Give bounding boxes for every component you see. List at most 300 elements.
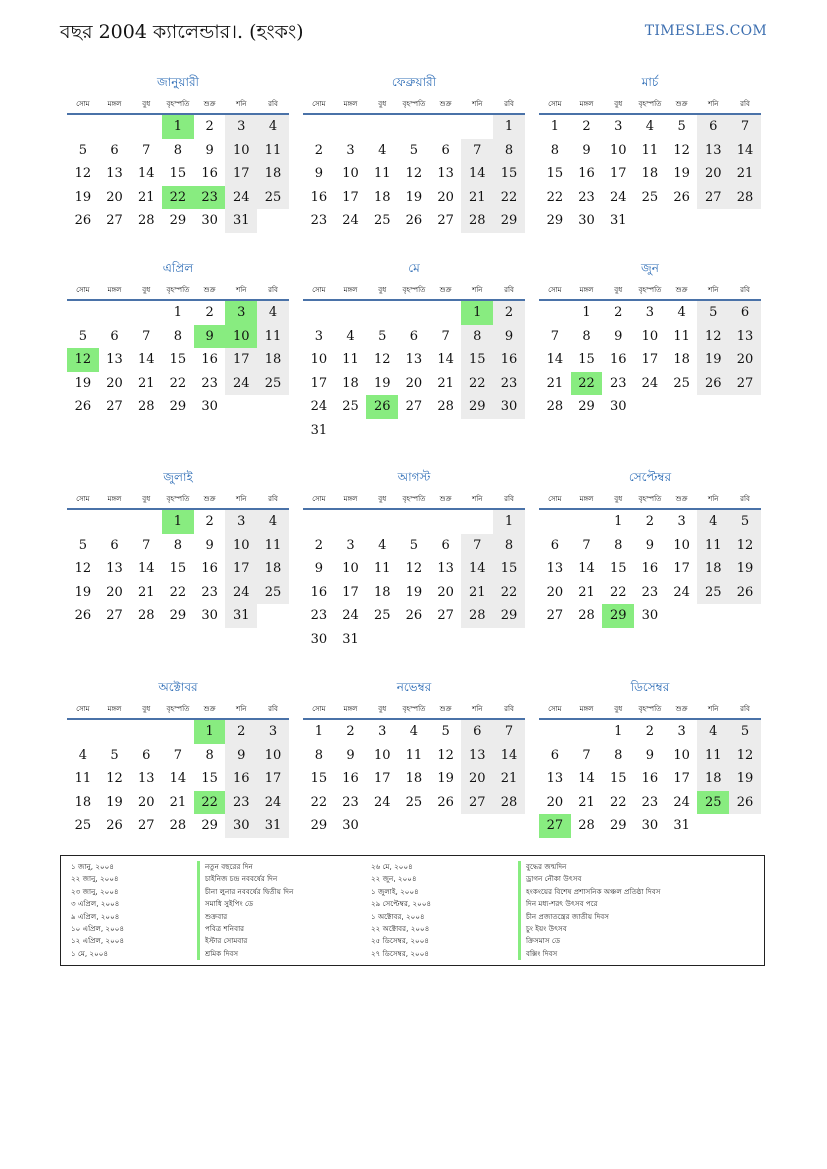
day-cell[interactable]: 1 xyxy=(314,724,323,740)
day-cell[interactable]: 19 xyxy=(74,189,92,205)
holiday-day-cell[interactable]: 10 xyxy=(225,325,257,349)
day-cell[interactable]: 10 xyxy=(609,142,627,158)
day-cell[interactable]: 1 xyxy=(493,510,525,534)
holiday-day-cell[interactable]: 3 xyxy=(225,301,257,325)
day-cell[interactable]: 10 xyxy=(257,744,289,768)
day-cell[interactable]: 29 xyxy=(169,213,187,229)
day-cell[interactable]: 20 xyxy=(437,584,454,600)
day-cell[interactable]: 5 xyxy=(78,142,87,158)
day-cell[interactable]: 29 xyxy=(546,213,564,229)
day-cell[interactable]: 13 xyxy=(405,352,423,368)
day-cell[interactable]: 14 xyxy=(461,557,493,581)
day-cell[interactable]: 7 xyxy=(173,747,183,763)
day-cell[interactable]: 26 xyxy=(437,794,454,810)
holiday-day-cell[interactable]: 22 xyxy=(194,791,226,815)
day-cell[interactable]: 6 xyxy=(441,537,450,553)
day-cell[interactable]: 16 xyxy=(578,166,595,182)
day-cell[interactable]: 28 xyxy=(137,608,155,624)
holiday-day-cell[interactable]: 29 xyxy=(602,604,634,628)
day-cell[interactable]: 8 xyxy=(173,328,183,344)
day-cell[interactable]: 10 xyxy=(310,352,328,368)
day-cell[interactable]: 23 xyxy=(641,584,659,600)
holiday-day-cell[interactable]: 27 xyxy=(539,814,571,838)
day-cell[interactable]: 23 xyxy=(493,372,525,396)
day-cell[interactable]: 26 xyxy=(673,189,690,205)
day-cell[interactable]: 21 xyxy=(461,581,493,605)
day-cell[interactable]: 6 xyxy=(697,115,729,139)
day-cell[interactable]: 2 xyxy=(225,720,257,744)
day-cell[interactable]: 9 xyxy=(645,537,655,553)
day-cell[interactable]: 31 xyxy=(310,422,328,438)
day-cell[interactable]: 28 xyxy=(729,186,761,210)
day-cell[interactable]: 14 xyxy=(461,162,493,186)
day-cell[interactable]: 3 xyxy=(225,510,257,534)
day-cell[interactable]: 23 xyxy=(201,584,218,600)
day-cell[interactable]: 8 xyxy=(493,534,525,558)
day-cell[interactable]: 6 xyxy=(110,537,119,553)
day-cell[interactable]: 24 xyxy=(257,791,289,815)
day-cell[interactable]: 7 xyxy=(441,328,450,344)
day-cell[interactable]: 31 xyxy=(673,818,690,834)
day-cell[interactable]: 20 xyxy=(106,375,123,391)
day-cell[interactable]: 17 xyxy=(225,557,257,581)
day-cell[interactable]: 26 xyxy=(74,399,92,415)
day-cell[interactable]: 22 xyxy=(169,375,187,391)
day-cell[interactable]: 2 xyxy=(205,119,214,135)
day-cell[interactable]: 28 xyxy=(137,399,155,415)
day-cell[interactable]: 25 xyxy=(257,581,289,605)
day-cell[interactable]: 16 xyxy=(609,352,627,368)
day-cell[interactable]: 8 xyxy=(205,747,214,763)
holiday-day-cell[interactable]: 12 xyxy=(67,348,99,372)
day-cell[interactable]: 12 xyxy=(729,534,761,558)
day-cell[interactable]: 19 xyxy=(437,771,454,787)
day-cell[interactable]: 21 xyxy=(729,162,761,186)
day-cell[interactable]: 22 xyxy=(461,372,493,396)
day-cell[interactable]: 19 xyxy=(74,584,92,600)
day-cell[interactable]: 3 xyxy=(314,328,323,344)
day-cell[interactable]: 18 xyxy=(373,584,391,600)
day-cell[interactable]: 22 xyxy=(169,584,187,600)
day-cell[interactable]: 8 xyxy=(582,328,591,344)
day-cell[interactable]: 18 xyxy=(405,771,423,787)
day-cell[interactable]: 11 xyxy=(673,328,690,344)
day-cell[interactable]: 6 xyxy=(550,537,559,553)
day-cell[interactable]: 1 xyxy=(614,514,623,530)
day-cell[interactable]: 24 xyxy=(310,399,328,415)
day-cell[interactable]: 9 xyxy=(582,142,591,158)
day-cell[interactable]: 30 xyxy=(641,818,659,834)
day-cell[interactable]: 10 xyxy=(373,747,391,763)
day-cell[interactable]: 21 xyxy=(137,375,155,391)
day-cell[interactable]: 28 xyxy=(437,399,454,415)
day-cell[interactable]: 3 xyxy=(614,119,623,135)
holiday-day-cell[interactable]: 26 xyxy=(366,395,398,419)
day-cell[interactable]: 30 xyxy=(578,213,595,229)
day-cell[interactable]: 12 xyxy=(74,166,92,182)
day-cell[interactable]: 1 xyxy=(173,305,183,321)
day-cell[interactable]: 12 xyxy=(437,747,454,763)
day-cell[interactable]: 27 xyxy=(437,608,454,624)
day-cell[interactable]: 24 xyxy=(342,213,359,229)
day-cell[interactable]: 24 xyxy=(225,186,257,210)
day-cell[interactable]: 24 xyxy=(609,189,627,205)
day-cell[interactable]: 15 xyxy=(201,771,218,787)
day-cell[interactable]: 7 xyxy=(550,328,559,344)
day-cell[interactable]: 25 xyxy=(342,399,359,415)
day-cell[interactable]: 29 xyxy=(578,399,595,415)
day-cell[interactable]: 14 xyxy=(729,139,761,163)
day-cell[interactable]: 17 xyxy=(342,584,359,600)
day-cell[interactable]: 8 xyxy=(173,537,183,553)
day-cell[interactable]: 28 xyxy=(461,209,493,233)
day-cell[interactable]: 18 xyxy=(257,162,289,186)
day-cell[interactable]: 19 xyxy=(697,348,729,372)
day-cell[interactable]: 3 xyxy=(257,720,289,744)
day-cell[interactable]: 8 xyxy=(614,747,623,763)
day-cell[interactable]: 19 xyxy=(405,584,423,600)
day-cell[interactable]: 16 xyxy=(201,561,218,577)
day-cell[interactable]: 18 xyxy=(257,348,289,372)
day-cell[interactable]: 12 xyxy=(405,166,423,182)
day-cell[interactable]: 5 xyxy=(78,328,87,344)
day-cell[interactable]: 13 xyxy=(137,771,155,787)
day-cell[interactable]: 27 xyxy=(729,372,761,396)
day-cell[interactable]: 9 xyxy=(314,561,323,577)
day-cell[interactable]: 20 xyxy=(729,348,761,372)
day-cell[interactable]: 21 xyxy=(437,375,454,391)
day-cell[interactable]: 14 xyxy=(137,352,155,368)
day-cell[interactable]: 24 xyxy=(673,584,690,600)
holiday-day-cell[interactable]: 25 xyxy=(697,791,729,815)
day-cell[interactable]: 17 xyxy=(257,767,289,791)
day-cell[interactable]: 9 xyxy=(314,166,323,182)
day-cell[interactable]: 4 xyxy=(677,305,686,321)
day-cell[interactable]: 14 xyxy=(137,561,155,577)
day-cell[interactable]: 13 xyxy=(106,352,123,368)
day-cell[interactable]: 2 xyxy=(205,305,214,321)
day-cell[interactable]: 10 xyxy=(641,328,659,344)
day-cell[interactable]: 5 xyxy=(677,119,686,135)
day-cell[interactable]: 4 xyxy=(645,119,655,135)
day-cell[interactable]: 20 xyxy=(106,189,123,205)
day-cell[interactable]: 30 xyxy=(609,399,627,415)
holiday-day-cell[interactable]: 1 xyxy=(461,301,493,325)
day-cell[interactable]: 27 xyxy=(106,399,123,415)
day-cell[interactable]: 6 xyxy=(409,328,419,344)
day-cell[interactable]: 3 xyxy=(225,115,257,139)
day-cell[interactable]: 25 xyxy=(74,818,92,834)
day-cell[interactable]: 24 xyxy=(225,581,257,605)
day-cell[interactable]: 29 xyxy=(169,608,187,624)
day-cell[interactable]: 28 xyxy=(546,399,564,415)
day-cell[interactable]: 15 xyxy=(546,166,564,182)
day-cell[interactable]: 5 xyxy=(729,510,761,534)
day-cell[interactable]: 27 xyxy=(437,213,454,229)
day-cell[interactable]: 20 xyxy=(546,584,564,600)
day-cell[interactable]: 9 xyxy=(346,747,355,763)
day-cell[interactable]: 11 xyxy=(641,142,659,158)
day-cell[interactable]: 15 xyxy=(493,557,525,581)
day-cell[interactable]: 27 xyxy=(546,608,564,624)
day-cell[interactable]: 19 xyxy=(405,189,423,205)
day-cell[interactable]: 28 xyxy=(578,818,595,834)
day-cell[interactable]: 16 xyxy=(201,352,218,368)
day-cell[interactable]: 12 xyxy=(405,561,423,577)
day-cell[interactable]: 3 xyxy=(645,305,655,321)
day-cell[interactable]: 20 xyxy=(106,584,123,600)
day-cell[interactable]: 2 xyxy=(645,514,655,530)
day-cell[interactable]: 8 xyxy=(173,142,183,158)
day-cell[interactable]: 26 xyxy=(74,213,92,229)
day-cell[interactable]: 19 xyxy=(373,375,391,391)
day-cell[interactable]: 2 xyxy=(645,724,655,740)
day-cell[interactable]: 11 xyxy=(257,325,289,349)
day-cell[interactable]: 15 xyxy=(461,348,493,372)
day-cell[interactable]: 20 xyxy=(546,794,564,810)
day-cell[interactable]: 30 xyxy=(310,631,328,647)
day-cell[interactable]: 2 xyxy=(205,514,214,530)
day-cell[interactable]: 21 xyxy=(578,794,595,810)
day-cell[interactable]: 18 xyxy=(373,189,391,205)
day-cell[interactable]: 30 xyxy=(201,608,218,624)
day-cell[interactable]: 19 xyxy=(106,794,123,810)
day-cell[interactable]: 20 xyxy=(405,375,423,391)
day-cell[interactable]: 10 xyxy=(225,139,257,163)
day-cell[interactable]: 23 xyxy=(310,213,328,229)
day-cell[interactable]: 18 xyxy=(74,794,92,810)
day-cell[interactable]: 27 xyxy=(405,399,423,415)
day-cell[interactable]: 4 xyxy=(257,301,289,325)
day-cell[interactable]: 9 xyxy=(205,537,214,553)
day-cell[interactable]: 25 xyxy=(697,581,729,605)
day-cell[interactable]: 22 xyxy=(609,794,627,810)
day-cell[interactable]: 2 xyxy=(346,724,355,740)
day-cell[interactable]: 13 xyxy=(437,561,454,577)
day-cell[interactable]: 7 xyxy=(493,720,525,744)
day-cell[interactable]: 7 xyxy=(729,115,761,139)
day-cell[interactable]: 17 xyxy=(673,771,690,787)
day-cell[interactable]: 1 xyxy=(493,115,525,139)
day-cell[interactable]: 27 xyxy=(697,186,729,210)
day-cell[interactable]: 4 xyxy=(257,115,289,139)
day-cell[interactable]: 26 xyxy=(405,608,423,624)
day-cell[interactable]: 16 xyxy=(201,166,218,182)
day-cell[interactable]: 29 xyxy=(169,399,187,415)
day-cell[interactable]: 5 xyxy=(409,537,419,553)
day-cell[interactable]: 10 xyxy=(225,534,257,558)
day-cell[interactable]: 5 xyxy=(78,537,87,553)
day-cell[interactable]: 25 xyxy=(373,213,391,229)
day-cell[interactable]: 1 xyxy=(614,724,623,740)
day-cell[interactable]: 5 xyxy=(409,142,419,158)
day-cell[interactable]: 11 xyxy=(697,744,729,768)
day-cell[interactable]: 13 xyxy=(546,561,564,577)
day-cell[interactable]: 9 xyxy=(614,328,623,344)
day-cell[interactable]: 7 xyxy=(142,142,151,158)
holiday-day-cell[interactable]: 22 xyxy=(162,186,194,210)
day-cell[interactable]: 5 xyxy=(729,720,761,744)
day-cell[interactable]: 7 xyxy=(582,747,591,763)
day-cell[interactable]: 19 xyxy=(729,767,761,791)
day-cell[interactable]: 15 xyxy=(169,352,187,368)
day-cell[interactable]: 11 xyxy=(697,534,729,558)
day-cell[interactable]: 7 xyxy=(142,328,151,344)
day-cell[interactable]: 12 xyxy=(673,142,690,158)
day-cell[interactable]: 4 xyxy=(697,720,729,744)
day-cell[interactable]: 15 xyxy=(310,771,328,787)
day-cell[interactable]: 31 xyxy=(342,631,359,647)
day-cell[interactable]: 21 xyxy=(137,189,155,205)
day-cell[interactable]: 14 xyxy=(578,561,595,577)
holiday-day-cell[interactable]: 9 xyxy=(194,325,226,349)
day-cell[interactable]: 30 xyxy=(641,608,659,624)
day-cell[interactable]: 18 xyxy=(257,557,289,581)
day-cell[interactable]: 17 xyxy=(641,352,659,368)
day-cell[interactable]: 23 xyxy=(609,375,627,391)
site-logo-text[interactable]: TIMESLES.COM xyxy=(644,23,767,39)
day-cell[interactable]: 24 xyxy=(225,372,257,396)
day-cell[interactable]: 4 xyxy=(697,510,729,534)
day-cell[interactable]: 29 xyxy=(461,395,493,419)
day-cell[interactable]: 23 xyxy=(225,791,257,815)
day-cell[interactable]: 18 xyxy=(673,352,690,368)
day-cell[interactable]: 17 xyxy=(225,348,257,372)
day-cell[interactable]: 22 xyxy=(609,584,627,600)
day-cell[interactable]: 11 xyxy=(342,352,359,368)
day-cell[interactable]: 29 xyxy=(310,818,328,834)
day-cell[interactable]: 18 xyxy=(641,166,659,182)
day-cell[interactable]: 30 xyxy=(342,818,359,834)
day-cell[interactable]: 5 xyxy=(441,724,450,740)
day-cell[interactable]: 29 xyxy=(493,209,525,233)
day-cell[interactable]: 5 xyxy=(378,328,387,344)
day-cell[interactable]: 12 xyxy=(697,325,729,349)
day-cell[interactable]: 7 xyxy=(582,537,591,553)
day-cell[interactable]: 14 xyxy=(437,352,454,368)
day-cell[interactable]: 18 xyxy=(697,767,729,791)
day-cell[interactable]: 22 xyxy=(493,581,525,605)
day-cell[interactable]: 6 xyxy=(550,747,559,763)
day-cell[interactable]: 28 xyxy=(137,213,155,229)
day-cell[interactable]: 27 xyxy=(106,213,123,229)
day-cell[interactable]: 9 xyxy=(205,142,214,158)
day-cell[interactable]: 15 xyxy=(609,771,627,787)
day-cell[interactable]: 16 xyxy=(310,584,328,600)
day-cell[interactable]: 1 xyxy=(582,305,591,321)
day-cell[interactable]: 30 xyxy=(201,213,218,229)
day-cell[interactable]: 14 xyxy=(137,166,155,182)
day-cell[interactable]: 24 xyxy=(673,794,690,810)
day-cell[interactable]: 25 xyxy=(257,186,289,210)
day-cell[interactable]: 6 xyxy=(461,720,493,744)
day-cell[interactable]: 12 xyxy=(373,352,391,368)
day-cell[interactable]: 13 xyxy=(106,166,123,182)
day-cell[interactable]: 18 xyxy=(697,557,729,581)
day-cell[interactable]: 6 xyxy=(729,301,761,325)
day-cell[interactable]: 30 xyxy=(225,814,257,838)
holiday-day-cell[interactable]: 1 xyxy=(194,720,226,744)
day-cell[interactable]: 3 xyxy=(346,142,355,158)
day-cell[interactable]: 18 xyxy=(342,375,359,391)
day-cell[interactable]: 4 xyxy=(346,328,355,344)
day-cell[interactable]: 21 xyxy=(493,767,525,791)
day-cell[interactable]: 15 xyxy=(169,561,187,577)
day-cell[interactable]: 7 xyxy=(461,534,493,558)
day-cell[interactable]: 25 xyxy=(641,189,659,205)
day-cell[interactable]: 26 xyxy=(697,372,729,396)
day-cell[interactable]: 8 xyxy=(314,747,323,763)
day-cell[interactable]: 4 xyxy=(257,510,289,534)
day-cell[interactable]: 17 xyxy=(225,162,257,186)
day-cell[interactable]: 11 xyxy=(257,534,289,558)
day-cell[interactable]: 2 xyxy=(493,301,525,325)
day-cell[interactable]: 4 xyxy=(78,747,87,763)
day-cell[interactable]: 29 xyxy=(493,604,525,628)
day-cell[interactable]: 21 xyxy=(169,794,187,810)
day-cell[interactable]: 15 xyxy=(609,561,627,577)
day-cell[interactable]: 17 xyxy=(310,375,328,391)
day-cell[interactable]: 11 xyxy=(74,771,92,787)
day-cell[interactable]: 6 xyxy=(110,328,119,344)
day-cell[interactable]: 23 xyxy=(578,189,595,205)
day-cell[interactable]: 2 xyxy=(314,537,323,553)
day-cell[interactable]: 26 xyxy=(729,581,761,605)
day-cell[interactable]: 19 xyxy=(673,166,690,182)
day-cell[interactable]: 15 xyxy=(169,166,187,182)
day-cell[interactable]: 13 xyxy=(106,561,123,577)
day-cell[interactable]: 22 xyxy=(310,794,328,810)
day-cell[interactable]: 25 xyxy=(405,794,423,810)
holiday-day-cell[interactable]: 1 xyxy=(162,510,194,534)
day-cell[interactable]: 14 xyxy=(546,352,564,368)
day-cell[interactable]: 27 xyxy=(106,608,123,624)
day-cell[interactable]: 20 xyxy=(697,162,729,186)
day-cell[interactable]: 26 xyxy=(106,818,123,834)
day-cell[interactable]: 7 xyxy=(142,537,151,553)
day-cell[interactable]: 29 xyxy=(609,818,627,834)
day-cell[interactable]: 6 xyxy=(142,747,151,763)
day-cell[interactable]: 27 xyxy=(461,791,493,815)
day-cell[interactable]: 13 xyxy=(729,325,761,349)
day-cell[interactable]: 31 xyxy=(609,213,627,229)
day-cell[interactable]: 15 xyxy=(578,352,595,368)
day-cell[interactable]: 3 xyxy=(677,724,686,740)
day-cell[interactable]: 4 xyxy=(378,537,387,553)
day-cell[interactable]: 17 xyxy=(673,561,690,577)
day-cell[interactable]: 4 xyxy=(378,142,387,158)
day-cell[interactable]: 9 xyxy=(493,325,525,349)
holiday-day-cell[interactable]: 1 xyxy=(162,115,194,139)
day-cell[interactable]: 14 xyxy=(493,744,525,768)
day-cell[interactable]: 25 xyxy=(373,608,391,624)
day-cell[interactable]: 23 xyxy=(342,794,359,810)
day-cell[interactable]: 2 xyxy=(582,119,591,135)
day-cell[interactable]: 28 xyxy=(169,818,187,834)
day-cell[interactable]: 22 xyxy=(546,189,564,205)
day-cell[interactable]: 10 xyxy=(342,561,359,577)
day-cell[interactable]: 12 xyxy=(74,561,92,577)
day-cell[interactable]: 8 xyxy=(550,142,559,158)
day-cell[interactable]: 15 xyxy=(493,162,525,186)
day-cell[interactable]: 29 xyxy=(201,818,218,834)
day-cell[interactable]: 16 xyxy=(225,767,257,791)
day-cell[interactable]: 10 xyxy=(673,747,690,763)
day-cell[interactable]: 25 xyxy=(673,375,690,391)
day-cell[interactable]: 16 xyxy=(310,189,328,205)
day-cell[interactable]: 11 xyxy=(405,747,423,763)
day-cell[interactable]: 27 xyxy=(137,818,155,834)
